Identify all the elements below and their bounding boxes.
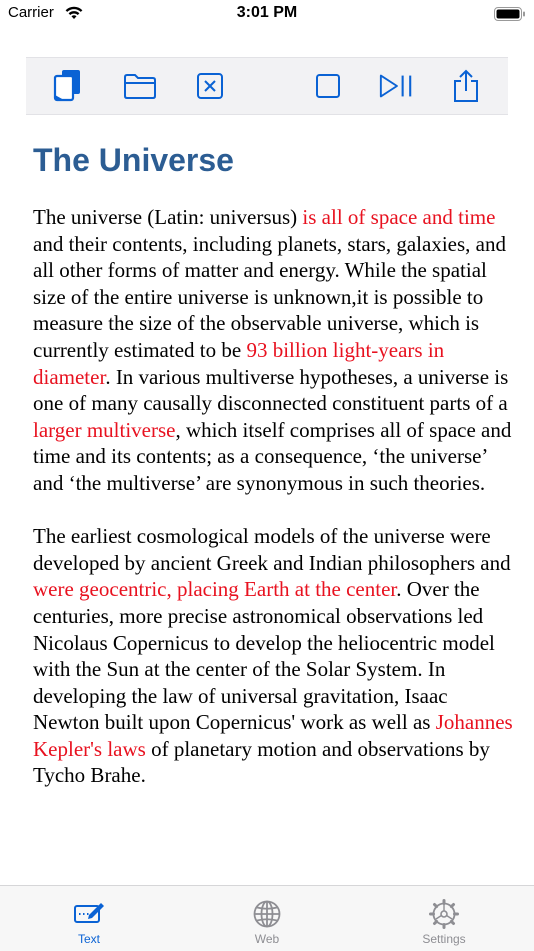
document-title: The Universe <box>33 142 234 178</box>
toolbar <box>26 57 508 115</box>
tab-web[interactable] <box>217 886 317 951</box>
share-button[interactable] <box>448 68 484 104</box>
highlighted-text: Johannes Kepler's laws <box>33 710 513 761</box>
text-segment: , which itself comprises all of space and time and its contents; as a consequence, ‘the universe’ and ‘the multiverse’ are synonymous in such theories. <box>33 417 512 495</box>
text-segment: . In various multiverse hypotheses, a universe is one of many causally disconnected constituent parts of a <box>33 364 509 416</box>
globe-icon <box>251 898 283 930</box>
document-view[interactable] <box>0 114 534 861</box>
tab-bar <box>0 885 534 951</box>
tab-text[interactable] <box>39 886 139 951</box>
text-segment: The universe (Latin: universus) <box>33 205 303 229</box>
highlighted-text: is all of space and time <box>302 205 496 229</box>
highlighted-text: were geocentric, placing Earth at the center <box>33 577 397 602</box>
highlighted-text: larger multiverse <box>33 417 176 442</box>
highlighted-text: 93 billion light-years in diameter <box>33 337 445 389</box>
copy-button[interactable] <box>50 68 86 104</box>
clear-icon <box>196 72 224 100</box>
paragraph <box>33 204 513 497</box>
play-pause-button[interactable] <box>378 68 414 104</box>
status-time: 3:01 PM <box>236 4 298 21</box>
text-segment: of planetary motion and observations by Tycho Brahe. <box>33 736 490 788</box>
play-pause-icon <box>378 73 414 99</box>
text-segment: and their contents, including planets, stars, galaxies, and all other forms of matter and energy. While the spatial size of the entire universe is unknown,it is possible to measure the size of the observable universe, which is currently estimated to be <box>33 231 506 362</box>
paragraph <box>33 523 513 789</box>
tab-web-label: Web <box>254 932 280 946</box>
share-icon <box>452 69 480 103</box>
open-folder-button[interactable] <box>122 68 158 104</box>
tab-settings[interactable] <box>394 886 494 951</box>
tab-settings-label: Settings <box>422 932 466 946</box>
status-bar <box>0 0 534 30</box>
gear-icon <box>428 898 460 930</box>
stop-button[interactable] <box>310 68 346 104</box>
stop-icon <box>315 73 341 99</box>
clear-button[interactable] <box>192 68 228 104</box>
edit-text-icon <box>73 898 105 930</box>
copy-icon <box>52 68 84 104</box>
battery-icon <box>494 6 526 22</box>
folder-icon <box>123 72 157 100</box>
tab-text-label: Text <box>77 932 100 946</box>
text-segment: The earliest cosmological models of the universe were developed by ancient Greek and Indian philosophers and <box>33 524 511 575</box>
document-body <box>33 204 513 816</box>
carrier-label: Carrier <box>8 4 54 21</box>
text-segment: . Over the centuries, more precise astronomical observations led Nicolaus Copernicus to develop the heliocentric model with the Sun at the center of the Solar System. In developing the law of universal gravitation, Isaac Newton built upon Copernicus' work as well as <box>33 577 495 735</box>
